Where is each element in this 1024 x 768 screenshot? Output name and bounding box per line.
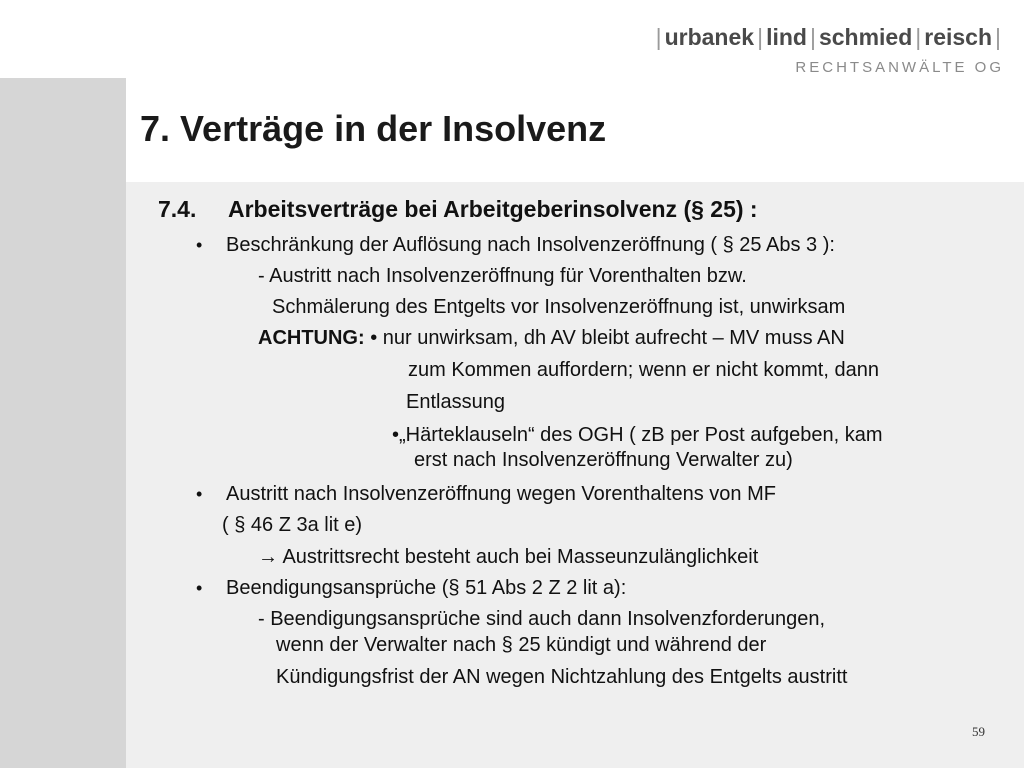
haerteklauseln-text-2: erst nach Insolvenzeröffnung Verwalter zu) (414, 449, 793, 471)
bullet-3-sub-2: wenn der Verwalter nach § 25 kündigt und während der (276, 634, 767, 656)
achtung-text-1: • nur unwirksam, dh AV bleibt aufrecht – MV muss AN (370, 327, 845, 349)
section-number: 7.4. (158, 196, 197, 222)
section-title: Arbeitsverträge bei Arbeitgeberinsolvenz (§ 25) : (228, 196, 758, 222)
bullet-2-sub-1: → Austrittsrecht besteht auch bei Masseunzulänglichkeit (258, 546, 759, 568)
achtung-label: ACHTUNG: (258, 327, 365, 349)
firm-logo (653, 24, 1004, 76)
bullet-marker: • (196, 578, 203, 598)
slide-title: 7. Verträge in der Insolvenz (140, 108, 607, 149)
bullet-2-text-2: ( § 46 Z 3a lit e) (222, 514, 363, 536)
bullet-1-text: Beschränkung der Auflösung nach Insolvenzeröffnung ( § 25 Abs 3 ): (226, 234, 835, 256)
logo-separator: | (915, 24, 922, 50)
achtung-line (258, 326, 845, 350)
achtung-text-3: Entlassung (406, 391, 505, 413)
haerteklauseln-text-1: •„Härteklauseln“ des OGH ( zB per Post aufgeben, kam (392, 424, 883, 446)
bullet-3-sub-1: - Beendigungsansprüche sind auch dann Insolvenzforderungen, (258, 608, 826, 630)
bullet-3-text: Beendigungsansprüche (§ 51 Abs 2 Z 2 lit a): (226, 577, 627, 599)
logo-separator: | (757, 24, 764, 50)
logo-name-schmied: schmied (818, 24, 913, 50)
achtung-text-2: zum Kommen auffordern; wenn er nicht kommt, dann (408, 359, 879, 381)
bullet-marker: • (196, 235, 203, 255)
logo-name-urbanek: urbanek (664, 24, 755, 50)
page-number: 59 (972, 724, 985, 739)
bullet-1-sub-1: - Austritt nach Insolvenzeröffnung für Vorenthalten bzw. (258, 265, 747, 287)
left-decorative-band (0, 78, 126, 768)
logo-separator: | (995, 24, 1001, 50)
logo-name-lind: lind (766, 24, 807, 50)
bullet-2-text: Austritt nach Insolvenzeröffnung wegen Vorenthaltens von MF (226, 483, 776, 505)
logo-separator: | (809, 24, 816, 50)
logo-name-reisch: reisch (924, 24, 993, 50)
logo-separator: | (655, 24, 662, 50)
bullet-1-sub-2: Schmälerung des Entgelts vor Insolvenzeröffnung ist, unwirksam (272, 296, 846, 318)
logo-names (653, 24, 1004, 51)
bullet-3-sub-3: Kündigungsfrist der AN wegen Nichtzahlung des Entgelts austritt (276, 666, 848, 688)
logo-subtitle: RECHTSANWÄLTE OG (795, 59, 1004, 76)
bullet-marker: • (196, 484, 203, 504)
section-heading (158, 196, 758, 223)
